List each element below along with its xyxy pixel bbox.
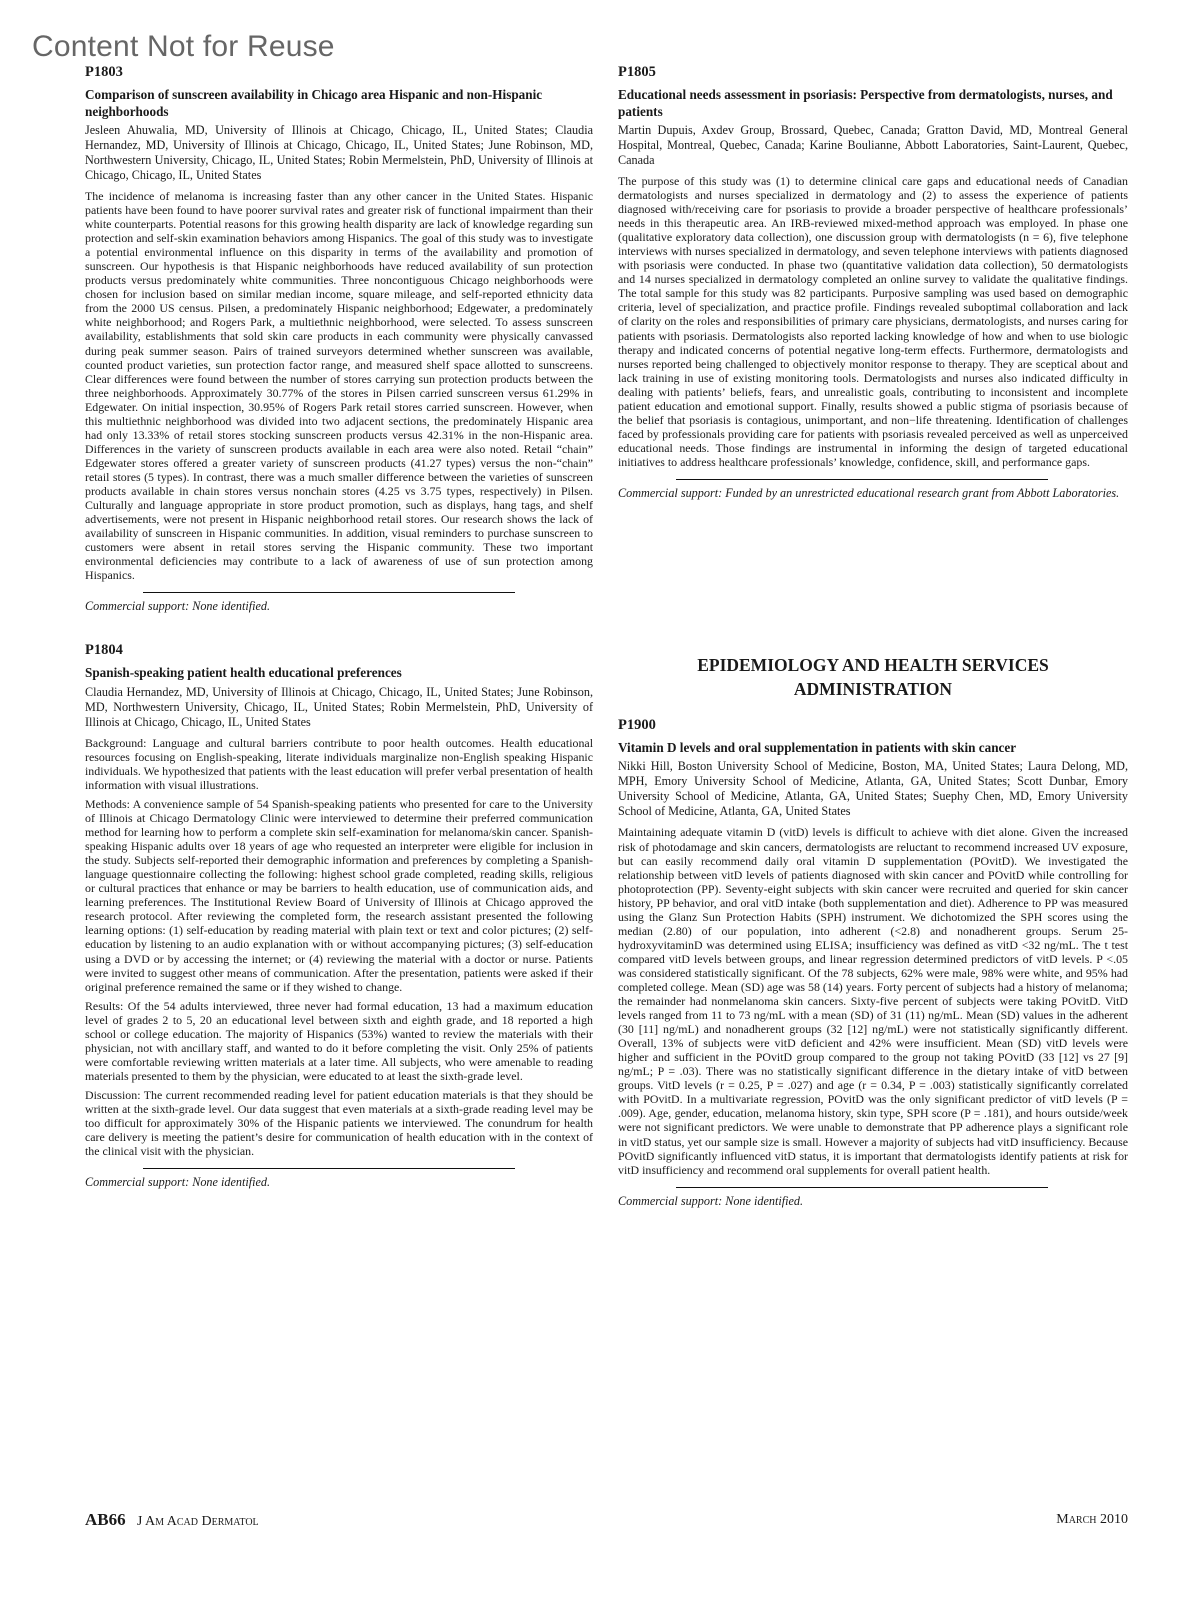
abstract-title: Educational needs assessment in psoriasis: Perspective from dermatologists, nurses, and patients — [618, 87, 1113, 119]
abstract-background: Background: Language and cultural barriers contribute to poor health outcomes. Health educational resources focusing on English-speaking, literate individuals marginalize non-English speaking Hispanic individuals. We hypothesized that patients with the least education will prefer verbal presentation of health information with visual illustrations. — [85, 735, 593, 792]
watermark: Content Not for Reuse — [32, 30, 335, 63]
abstract-authors: Jesleen Ahuwalia, MD, University of Illinois at Chicago, Chicago, IL, United States; Claudia Hernandez, MD, University of Illinois at Chicago, Chicago, IL, United States; June Robinson, MD, Northwestern University, Chicago, IL, United States; Robin Mermelstein, PhD, University of Illinois at Chicago, Chicago, IL, United States — [85, 123, 593, 182]
abstract-title: Comparison of sunscreen availability in Chicago area Hispanic and non-Hispanic neighborhoods — [85, 87, 543, 119]
left-column — [85, 62, 593, 1190]
abstract-p1803 — [85, 64, 593, 614]
abstract-discussion: Discussion: The current recommended reading level for patient education materials is that they should be written at the sixth-grade level. Our data suggest that even materials at a sixth-grade reading level may be too difficult for approximately 30% of the Hispanic patients we interviewed. The conundrum for health care delivery is meeting the patient’s desire for communication of health education with in the context of the clinical visit with the physician. — [85, 1087, 593, 1159]
commercial-support: Commercial support: None identified. — [85, 1175, 271, 1190]
section-heading-line1: EPIDEMIOLOGY AND HEALTH SERVICES — [697, 654, 1049, 675]
section-heading — [618, 653, 1128, 701]
issue-date: March 2010 — [1056, 1512, 1128, 1527]
abstract-body: The incidence of melanoma is increasing faster than any other cancer in the United States. Hispanic patients have been found to have poorer survival rates and greater risk of functional impairment than their white counterparts. Potential reasons for this growing health disparity are lack of knowledge regarding sun protection and self-skin examination behaviors among Hispanics. The goal of this study was to investigate a potential environmental influence on this disparity in terms of the availability and promotion of sunscreen. Our hypothesis is that Hispanic neighborhoods have reduced availability of sun protection products versus predominately white communities. Three noncontiguous Chicago neighborhoods were chosen for inclusion based on similar median income, square mileage, and self-reported ethnicity data from the 2000 US census. Pilsen, a predominately Hispanic neighborhood; Edgewater, a predominately white neighborhood; and Rogers Park, a multiethnic neighborhood, were selected. To assess sunscreen availability, establishments that sold skin care products in each community were physically canvassed during peak summer season. Pairs of trained surveyors determined whether sunscreen was available, counted product varieties, sun protection factor range, and measured shelf space allotted to sunscreens. Clear differences were found between the number of stores carrying sun protection products between the three neighborhoods. Approximately 30.77% of the stores in Pilsen carried sunscreen versus 61.29% in Edgewater. On initial inspection, 30.95% of Rogers Park retail stores carried sunscreen. However, when this multiethnic neighborhood was divided into two adjacent sections, the predominately Hispanic area had only 13.33% of retail stores stocking sunscreen products versus 42.31% in the non-Hispanic area. Differences in the variety of sunscreen products available in each area were also noted. Retail “chain” Edgewater stores offered a greater variety of sunscreen products (41.27 types) versus the non-“chain” retail stores (5 types). In contrast, there was a much smaller difference between the varieties of sunscreen products available in chain stores versus nonchain stores (4.25 vs 3.75 types, respectively) in Pilsen. Culturally and language appropriate in store product promotion, such as displays, hang tags, and shelf advertisements, were not present in Hispanic neighborhood retail stores. Our research shows the lack of availability of sunscreen in Hispanic communities. In addition, visual reminders to purchase sunscreen to customers were absent in retail stores serving the Hispanic community. These two important environmental deficiencies may contribute to a lack of awareness of use of sun protection among Hispanics. — [85, 189, 593, 583]
abstract-id: P1900 — [618, 716, 656, 733]
abstract-id: P1804 — [85, 642, 123, 659]
page-footer — [85, 1510, 1128, 1530]
section-heading-line2: ADMINISTRATION — [793, 678, 953, 699]
abstract-authors: Claudia Hernandez, MD, University of Illinois at Chicago, Chicago, IL, United States; June Robinson, MD, Northwestern University, Chicago, IL, United States; Robin Mermelstein, PhD, University of Illinois at Chicago, Chicago, IL, United States — [85, 684, 593, 729]
commercial-support: Commercial support: None identified. — [85, 599, 271, 614]
divider-rule — [676, 479, 1048, 480]
right-column — [618, 62, 1128, 1209]
commercial-support: Commercial support: Funded by an unrestricted educational research grant from Abbott Laboratories. — [618, 485, 1120, 500]
abstract-title: Vitamin D levels and oral supplementation in patients with skin cancer — [618, 739, 1017, 755]
abstract-id: P1805 — [618, 64, 656, 80]
journal-name: J Am Acad Dermatol — [136, 1514, 259, 1529]
abstract-methods: Methods: A convenience sample of 54 Spanish-speaking patients who presented for care to the University of Illinois at Chicago Dermatology Clinic were interviewed to determine their preferred communication method for learning how to perform a complete skin self-examination for melanoma/skin cancer. Spanish-speaking Hispanic adults over 18 years of age who requested an interpreter were eligible for inclusion in the study. Subjects self-reported their demographic information and preferences by completing a Spanish-language questionnaire collecting the following: highest school grade completed, reading skills, religious or cultural practices that enhance or may be barriers to health education, use of communication aids, and learning preferences. The Institutional Review Board of University of Illinois at Chicago approved the research protocol. After reviewing the completed form, the research assistant presented the following learning options: (1) self-education by reading material with plain text or text and color pictures; (2) self-education by listening to an audio explanation with or without accompanying pictures; (3) self-education using a DVD or by accessing the internet; or (4) reviewing the material with a doctor or nurse. Patients were invited to suggest other means of communication. After the presentation, patients were asked if their original preference remained the same or if they wished to change. — [85, 797, 593, 994]
abstract-p1805 — [618, 64, 1128, 501]
abstract-title: Spanish-speaking patient health educational preferences — [85, 665, 402, 681]
divider-rule — [143, 592, 515, 593]
abstract-body: Maintaining adequate vitamin D (vitD) levels is difficult to achieve with diet alone. Given the increased risk of photodamage and skin cancers, dermatologists are reluctant to recommend increased UV exposure, but can easily recommend daily oral vitamin D supplementation (POvitD). We investigated the relationship between vitD levels of patients diagnosed with skin cancer and POvitD while controlling for photoprotection (PP). Seventy-eight subjects with skin cancer were recruited and queried for skin cancer history, PP behavior, and oral vitD intake (both supplementation and diet). Adherence to PP was measured using the Glanz Sun Protection Habits (SPH) instrument. We dichotomized the SPH scores using the median (2.80) of our population, into adherent (<2.8) and nonadherent groups. Serum 25-hydroxyvitaminD was determined using ELISA; insufficiency was defined as vitD <32 ng/mL. The t test compared vitD levels between groups, and linear regression determined predictors of vitD levels. P <.05 was considered statistically significant. Of the 78 subjects, 62% were male, 98% were white, and 95% had completed college. Mean (SD) age was 58 (14) years. Forty percent of subjects had a history of melanoma; the remainder had nonmelanoma skin cancers. Sixty-five percent of subjects were taking POvitD. VitD levels ranged from 11 to 73 ng/mL with a mean (SD) of 31 (11) ng/mL. Mean (SD) values in the adherent (30 [11] ng/mL) and nonadherent groups (32 [12] ng/mL) were not statistically significantly different. Overall, 13% of subjects were vitD deficient and 42% were insufficient. Mean (SD) vitD levels were higher and sufficient in the POvitD group compared to the group not taking POvitD (33 [12] vs 27 [9] ng/mL; P = .03). There was no statistically significant difference in the dietary intake of vitD between groups. VitD levels (r = 0.25, P = .027) and age (r = 0.34, P = .003) statistically significantly correlated with POvitD. In a multivariate regression, POvitD was the only significant predictor of vitD levels (P = .009). Age, gender, education, melanoma history, skin type, SPH score (P = .181), and hours outside/week were not significant predictors. We were unable to demonstrate that PP adherence plays a significant role in vitD status, yet our sample size is small. However a majority of subjects had vitD insufficiency. Because POvitD significantly influenced vitD status, it is important that dermatologists identify patients at risk for vitD insufficiency and recommend oral supplements for overall patient health. — [618, 825, 1128, 1177]
divider-rule — [676, 1187, 1048, 1188]
abstract-authors: Martin Dupuis, Axdev Group, Brossard, Quebec, Canada; Gratton David, MD, Montreal General Hospital, Montreal, Quebec, Canada; Karine Boulianne, Abbott Laboratories, Saint-Laurent, Quebec, Canada — [618, 123, 1128, 167]
commercial-support: Commercial support: None identified. — [618, 1193, 804, 1208]
abstract-body: The purpose of this study was (1) to determine clinical care gaps and educational needs of Canadian dermatologists and nurses specialized in dermatology and (2) to assess the experience of patients diagnosed with/receiving care for psoriasis to provide a broader perspective of healthcare professionals’ needs in this therapeutic area. An IRB-reviewed mixed-method approach was employed. In phase one (qualitative exploratory data collection), one discussion group with dermatologists (n = 6), five telephone interviews with nurses specialized in dermatology, and seven telephone interviews with patients diagnosed with psoriasis were conducted. In phase two (quantitative validation data collection), 50 dermatologists and 14 nurses specialized in dermatology completed an online survey to validate the qualitative findings. The total sample for this study was 82 participants. Purposive sampling was used based on demographic criteria, level of specialization, and practice profile. Findings revealed suboptimal collaboration and lack of clarity on the roles and responsibilities of primary care physicians, dermatologists, and nurses caring for patients with psoriasis. Dermatologists also reported lacking knowledge of how and when to use biologic therapy and indicated concerns of potential negative long-term effects. Furthermore, dermatologists and nurses reported being challenged to objectively monitor response to therapy. They are sceptical about and lack training in use of existing monitoring tools. Dermatologists and nurses also indicated difficulty in dealing with patients’ beliefs, fears, and unrealistic goals, contributing to inconsistent and incomplete patient education and emotional support. Finally, results showed a public stigma of psoriasis because of the belief that psoriasis is contagious, unimportant, and non−life threatening. Identification of challenges faced by professionals providing care for patients with psoriasis revealed perceived as well as unperceived educational needs. Those findings are instrumental in informing the design of targeted educational initiatives to address healthcare professionals’ knowledge, confidence, skill, and performance gaps. — [618, 174, 1128, 469]
abstract-authors: Nikki Hill, Boston University School of Medicine, Boston, MA, United States; Laura Delong, MD, MPH, Emory University School of Medicine, Atlanta, GA, United States; Scott Dunbar, Emory University School of Medicine, Atlanta, GA, United States; Suephy Chen, MD, Emory University School of Medicine, Atlanta, GA, United States — [618, 759, 1128, 819]
abstract-id: P1803 — [85, 64, 123, 80]
abstract-results: Results: Of the 54 adults interviewed, three never had formal education, 13 had a maximum education level of grades 2 to 5, 20 an educational level between sixth and eighth grade, and 18 reported a high school or college education. The majority of Hispanics (53%) wanted to review the materials with their physician, not with ancillary staff, and wanted to do it before completing the visit. Only 25% of patients were comfortable reviewing written materials at a later time. All subjects, who were amenable to reading materials presented to them by the physician, were educated to at least the sixth-grade level. — [85, 998, 593, 1083]
page-number: AB66 — [85, 1510, 126, 1529]
divider-rule — [143, 1168, 515, 1169]
abstract-p1900 — [618, 717, 1128, 1209]
abstract-p1804 — [85, 642, 593, 1190]
